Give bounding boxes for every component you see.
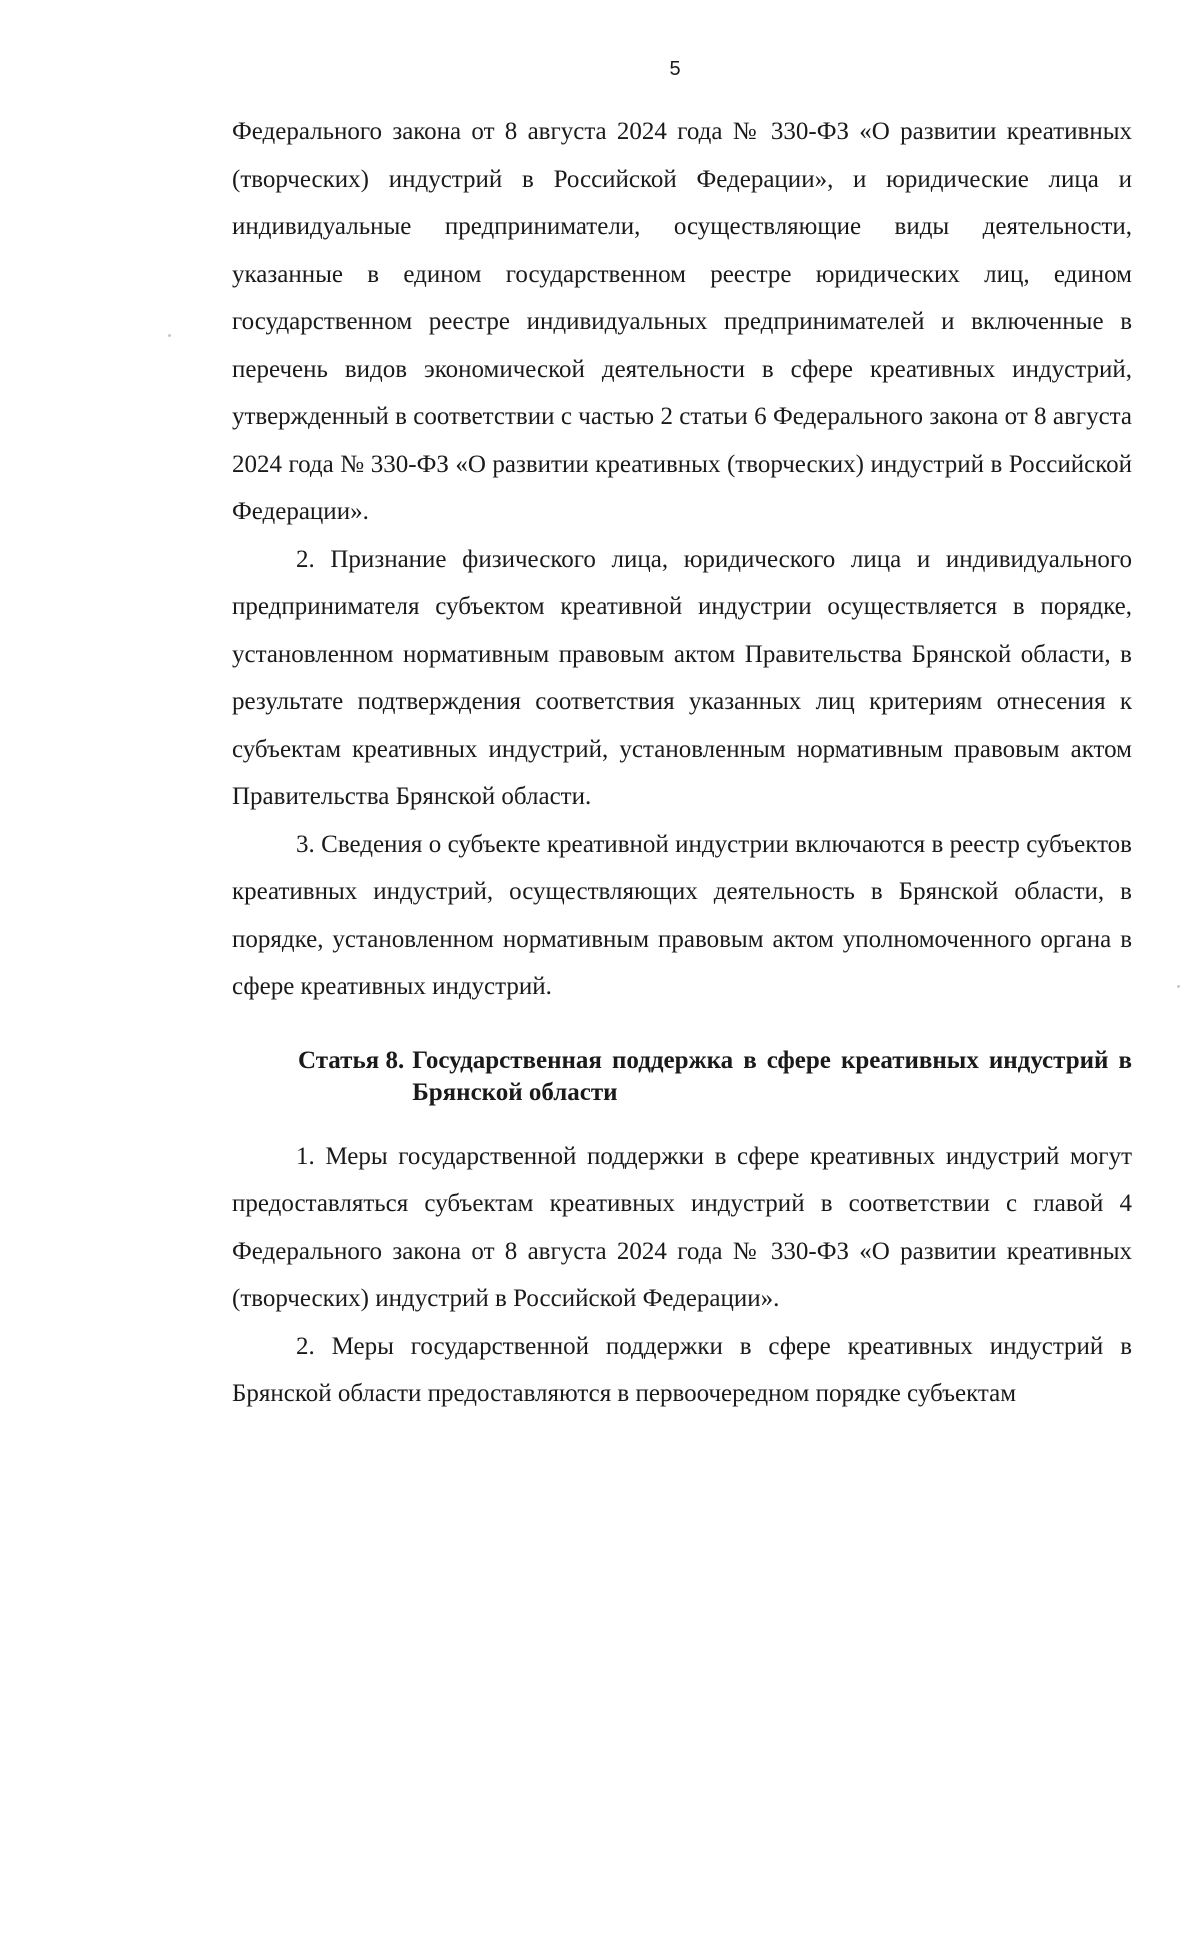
article-title: Государственная поддержка в сфере креативных индустрий в Брянской области xyxy=(412,1046,1132,1106)
article-heading xyxy=(232,1045,1132,1109)
page-number: 5 xyxy=(669,58,681,80)
paragraph-item-3: 3. Сведения о субъекте креативной индустрии включаются в реестр субъектов креативных индустрий, осуществляющих деятельность в Брянской области, в порядке, установленном нормативным правовым актом уполномоченного органа в сфере креативных индустрий. xyxy=(232,830,1132,1000)
article-paragraph-1: 1. Меры государственной поддержки в сфере креативных индустрий могут предоставляться субъектам креативных индустрий в соответствии с главой 4 Федерального закона от 8 августа 2024 года № 330-ФЗ «О развитии креативных (творческих) индустрий в Российской Федерации». xyxy=(232,1142,1132,1312)
document-body xyxy=(232,108,1132,1418)
scan-artifact xyxy=(1177,985,1180,988)
scan-artifact xyxy=(168,334,171,337)
article-paragraph-2: 2. Меры государственной поддержки в сфере креативных индустрий в Брянской области предоставляются в первоочередном порядке субъектам xyxy=(232,1332,1132,1407)
paragraph-continuation: Федерального закона от 8 августа 2024 года № 330-ФЗ «О развитии креативных (творческих) индустрий в Российской Федерации», и юридические лица и индивидуальные предприниматели, осуществляющие виды деятельности, указанные в едином государственном реестре юридических лиц, едином государственном реестре индивидуальных предпринимателей и включенные в перечень видов экономической деятельности в сфере креативных индустрий, утвержденный в соответствии с частью 2 статьи 6 Федерального закона от 8 августа 2024 года № 330-ФЗ «О развитии креативных (творческих) индустрий в Российской Федерации». xyxy=(232,118,1132,525)
paragraph-item-2: 2. Признание физического лица, юридического лица и индивидуального предпринимателя субъектом креативной индустрии осуществляется в порядке, установленном нормативным правовым актом Правительства Брянской области, в результате подтверждения соответствия указанных лиц критериям отнесения к субъектам креативных индустрий, установленным нормативным правовым актом Правительства Брянской области. xyxy=(232,545,1132,810)
article-number: Статья 8. xyxy=(298,1046,405,1074)
